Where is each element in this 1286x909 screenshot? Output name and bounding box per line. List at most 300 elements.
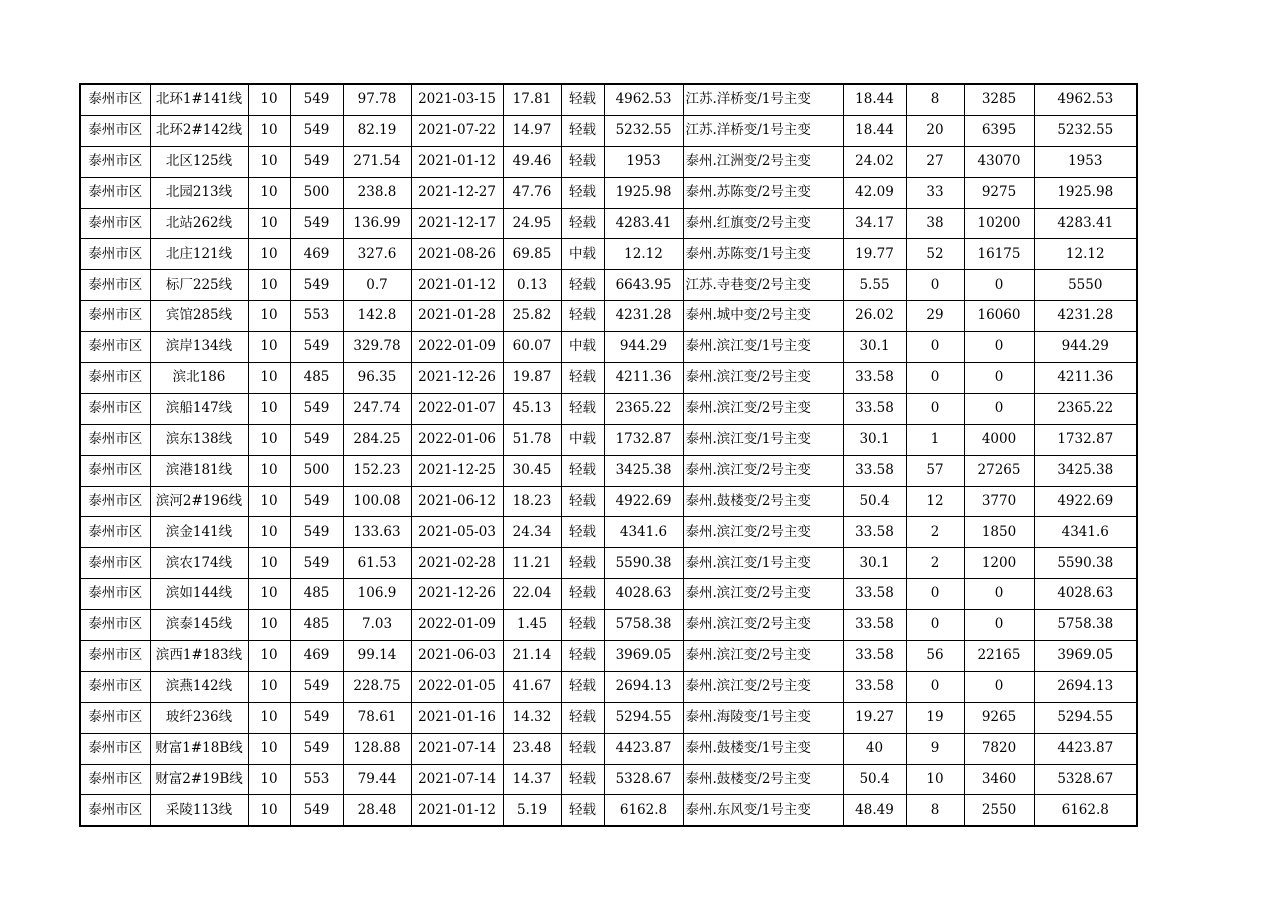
available-capacity-cell: 2365.22 <box>1034 393 1137 424</box>
date-cell: 2022-01-07 <box>411 393 503 424</box>
max-current-cell: 97.78 <box>343 84 411 115</box>
capacity-cell: 549 <box>290 393 343 424</box>
transformer-load-rate-cell: 30.1 <box>843 332 906 363</box>
spare-capacity-cell: 4028.63 <box>604 579 683 610</box>
line-name-cell: 滨西1#183线 <box>150 641 248 672</box>
transformer-load-rate-cell: 33.58 <box>843 455 906 486</box>
district-cell: 泰州市区 <box>80 332 150 363</box>
spare-capacity-cell: 5328.67 <box>604 764 683 795</box>
spare-capacity-cell: 944.29 <box>604 332 683 363</box>
transformer-cell: 泰州.滨江变/1号主变 <box>683 548 843 579</box>
load-rate-cell: 24.95 <box>503 208 561 239</box>
available-capacity-cell: 5758.38 <box>1034 610 1137 641</box>
user-count-cell: 12 <box>906 486 964 517</box>
transformer-cell: 泰州.滨江变/1号主变 <box>683 332 843 363</box>
available-capacity-cell: 4028.63 <box>1034 579 1137 610</box>
max-current-cell: 247.74 <box>343 393 411 424</box>
user-count-cell: 20 <box>906 115 964 146</box>
available-capacity-cell: 4231.28 <box>1034 301 1137 332</box>
installed-capacity-cell: 3285 <box>964 84 1034 115</box>
load-status-cell: 轻载 <box>561 579 604 610</box>
available-capacity-cell: 4341.6 <box>1034 517 1137 548</box>
available-capacity-cell: 5232.55 <box>1034 115 1137 146</box>
transformer-load-rate-cell: 5.55 <box>843 270 906 301</box>
date-cell: 2021-01-12 <box>411 146 503 177</box>
date-cell: 2021-12-25 <box>411 455 503 486</box>
line-name-cell: 财富2#19B线 <box>150 764 248 795</box>
voltage-cell: 10 <box>248 579 290 610</box>
spare-capacity-cell: 1925.98 <box>604 177 683 208</box>
transformer-load-rate-cell: 50.4 <box>843 486 906 517</box>
table-row <box>80 764 1137 795</box>
user-count-cell: 2 <box>906 517 964 548</box>
max-current-cell: 28.48 <box>343 795 411 826</box>
district-cell: 泰州市区 <box>80 301 150 332</box>
installed-capacity-cell: 3460 <box>964 764 1034 795</box>
max-current-cell: 136.99 <box>343 208 411 239</box>
transformer-cell: 江苏.洋桥变/1号主变 <box>683 84 843 115</box>
max-current-cell: 61.53 <box>343 548 411 579</box>
spare-capacity-cell: 5590.38 <box>604 548 683 579</box>
capacity-cell: 549 <box>290 115 343 146</box>
district-cell: 泰州市区 <box>80 764 150 795</box>
transformer-cell: 泰州.城中变/2号主变 <box>683 301 843 332</box>
load-rate-cell: 17.81 <box>503 84 561 115</box>
capacity-cell: 553 <box>290 301 343 332</box>
user-count-cell: 0 <box>906 393 964 424</box>
max-current-cell: 0.7 <box>343 270 411 301</box>
spare-capacity-cell: 4423.87 <box>604 733 683 764</box>
table-row <box>80 146 1137 177</box>
capacity-cell: 549 <box>290 270 343 301</box>
load-rate-cell: 23.48 <box>503 733 561 764</box>
spare-capacity-cell: 4231.28 <box>604 301 683 332</box>
date-cell: 2021-01-12 <box>411 270 503 301</box>
max-current-cell: 133.63 <box>343 517 411 548</box>
transformer-cell: 泰州.江洲变/2号主变 <box>683 146 843 177</box>
date-cell: 2021-12-27 <box>411 177 503 208</box>
district-cell: 泰州市区 <box>80 455 150 486</box>
date-cell: 2021-08-26 <box>411 239 503 270</box>
voltage-cell: 10 <box>248 301 290 332</box>
transformer-cell: 江苏.洋桥变/1号主变 <box>683 115 843 146</box>
load-status-cell: 轻载 <box>561 733 604 764</box>
line-name-cell: 北园213线 <box>150 177 248 208</box>
load-status-cell: 轻载 <box>561 610 604 641</box>
user-count-cell: 56 <box>906 641 964 672</box>
transformer-load-rate-cell: 30.1 <box>843 548 906 579</box>
transformer-cell: 泰州.海陵变/1号主变 <box>683 702 843 733</box>
table-row <box>80 239 1137 270</box>
date-cell: 2021-12-17 <box>411 208 503 239</box>
spare-capacity-cell: 3969.05 <box>604 641 683 672</box>
available-capacity-cell: 6162.8 <box>1034 795 1137 826</box>
voltage-cell: 10 <box>248 764 290 795</box>
available-capacity-cell: 944.29 <box>1034 332 1137 363</box>
user-count-cell: 9 <box>906 733 964 764</box>
installed-capacity-cell: 9275 <box>964 177 1034 208</box>
district-cell: 泰州市区 <box>80 548 150 579</box>
date-cell: 2022-01-09 <box>411 332 503 363</box>
line-name-cell: 北站262线 <box>150 208 248 239</box>
available-capacity-cell: 4423.87 <box>1034 733 1137 764</box>
spare-capacity-cell: 4341.6 <box>604 517 683 548</box>
load-rate-cell: 22.04 <box>503 579 561 610</box>
spare-capacity-cell: 4962.53 <box>604 84 683 115</box>
line-name-cell: 玻纤236线 <box>150 702 248 733</box>
voltage-cell: 10 <box>248 84 290 115</box>
voltage-cell: 10 <box>248 733 290 764</box>
transformer-load-rate-cell: 33.58 <box>843 393 906 424</box>
date-cell: 2021-01-28 <box>411 301 503 332</box>
table-row <box>80 486 1137 517</box>
capacity-cell: 549 <box>290 332 343 363</box>
spare-capacity-cell: 12.12 <box>604 239 683 270</box>
table-row <box>80 115 1137 146</box>
max-current-cell: 106.9 <box>343 579 411 610</box>
load-rate-cell: 47.76 <box>503 177 561 208</box>
available-capacity-cell: 5294.55 <box>1034 702 1137 733</box>
load-rate-cell: 49.46 <box>503 146 561 177</box>
load-rate-cell: 5.19 <box>503 795 561 826</box>
load-status-cell: 中载 <box>561 332 604 363</box>
max-current-cell: 152.23 <box>343 455 411 486</box>
table-row <box>80 393 1137 424</box>
line-name-cell: 滨船147线 <box>150 393 248 424</box>
spare-capacity-cell: 1953 <box>604 146 683 177</box>
load-rate-cell: 60.07 <box>503 332 561 363</box>
transformer-cell: 江苏.寺巷变/2号主变 <box>683 270 843 301</box>
max-current-cell: 271.54 <box>343 146 411 177</box>
voltage-cell: 10 <box>248 455 290 486</box>
transformer-load-rate-cell: 42.09 <box>843 177 906 208</box>
load-status-cell: 中载 <box>561 239 604 270</box>
load-status-cell: 轻载 <box>561 146 604 177</box>
load-rate-cell: 14.97 <box>503 115 561 146</box>
district-cell: 泰州市区 <box>80 486 150 517</box>
spare-capacity-cell: 4922.69 <box>604 486 683 517</box>
available-capacity-cell: 5590.38 <box>1034 548 1137 579</box>
load-status-cell: 轻载 <box>561 671 604 702</box>
load-rate-cell: 1.45 <box>503 610 561 641</box>
date-cell: 2021-07-14 <box>411 764 503 795</box>
capacity-cell: 553 <box>290 764 343 795</box>
date-cell: 2022-01-06 <box>411 424 503 455</box>
max-current-cell: 142.8 <box>343 301 411 332</box>
available-capacity-cell: 2694.13 <box>1034 671 1137 702</box>
transformer-cell: 泰州.滨江变/2号主变 <box>683 363 843 394</box>
transformer-load-rate-cell: 19.27 <box>843 702 906 733</box>
transformer-cell: 泰州.滨江变/2号主变 <box>683 671 843 702</box>
capacity-cell: 549 <box>290 424 343 455</box>
load-rate-cell: 18.23 <box>503 486 561 517</box>
load-status-cell: 轻载 <box>561 455 604 486</box>
line-name-cell: 标厂225线 <box>150 270 248 301</box>
capacity-cell: 485 <box>290 363 343 394</box>
load-status-cell: 中载 <box>561 424 604 455</box>
voltage-cell: 10 <box>248 177 290 208</box>
capacity-cell: 549 <box>290 84 343 115</box>
date-cell: 2021-12-26 <box>411 579 503 610</box>
table-row <box>80 548 1137 579</box>
load-rate-cell: 51.78 <box>503 424 561 455</box>
spare-capacity-cell: 2365.22 <box>604 393 683 424</box>
load-status-cell: 轻载 <box>561 363 604 394</box>
table-row <box>80 455 1137 486</box>
line-name-cell: 北庄121线 <box>150 239 248 270</box>
max-current-cell: 228.75 <box>343 671 411 702</box>
transformer-cell: 泰州.滨江变/2号主变 <box>683 455 843 486</box>
capacity-cell: 549 <box>290 146 343 177</box>
max-current-cell: 99.14 <box>343 641 411 672</box>
load-status-cell: 轻载 <box>561 177 604 208</box>
line-name-cell: 财富1#18B线 <box>150 733 248 764</box>
user-count-cell: 1 <box>906 424 964 455</box>
table-row <box>80 301 1137 332</box>
district-cell: 泰州市区 <box>80 363 150 394</box>
max-current-cell: 238.8 <box>343 177 411 208</box>
load-status-cell: 轻载 <box>561 208 604 239</box>
transformer-load-rate-cell: 33.58 <box>843 517 906 548</box>
district-cell: 泰州市区 <box>80 177 150 208</box>
load-rate-cell: 24.34 <box>503 517 561 548</box>
table-row <box>80 270 1137 301</box>
transformer-cell: 泰州.苏陈变/1号主变 <box>683 239 843 270</box>
capacity-cell: 469 <box>290 239 343 270</box>
capacity-cell: 549 <box>290 671 343 702</box>
transformer-cell: 泰州.滨江变/2号主变 <box>683 610 843 641</box>
available-capacity-cell: 4211.36 <box>1034 363 1137 394</box>
user-count-cell: 0 <box>906 671 964 702</box>
spare-capacity-cell: 6643.95 <box>604 270 683 301</box>
installed-capacity-cell: 2550 <box>964 795 1034 826</box>
transformer-cell: 泰州.鼓楼变/2号主变 <box>683 486 843 517</box>
line-name-cell: 滨河2#196线 <box>150 486 248 517</box>
load-status-cell: 轻载 <box>561 795 604 826</box>
load-rate-cell: 14.32 <box>503 702 561 733</box>
load-status-cell: 轻载 <box>561 115 604 146</box>
date-cell: 2021-01-16 <box>411 702 503 733</box>
table-row <box>80 733 1137 764</box>
capacity-cell: 500 <box>290 455 343 486</box>
user-count-cell: 38 <box>906 208 964 239</box>
date-cell: 2021-06-12 <box>411 486 503 517</box>
spare-capacity-cell: 6162.8 <box>604 795 683 826</box>
line-name-cell: 滨农174线 <box>150 548 248 579</box>
transformer-load-rate-cell: 26.02 <box>843 301 906 332</box>
user-count-cell: 2 <box>906 548 964 579</box>
table-row <box>80 177 1137 208</box>
load-status-cell: 轻载 <box>561 548 604 579</box>
available-capacity-cell: 12.12 <box>1034 239 1137 270</box>
transformer-load-rate-cell: 18.44 <box>843 115 906 146</box>
load-status-cell: 轻载 <box>561 517 604 548</box>
district-cell: 泰州市区 <box>80 733 150 764</box>
district-cell: 泰州市区 <box>80 517 150 548</box>
installed-capacity-cell: 1200 <box>964 548 1034 579</box>
available-capacity-cell: 1953 <box>1034 146 1137 177</box>
max-current-cell: 100.08 <box>343 486 411 517</box>
available-capacity-cell: 4922.69 <box>1034 486 1137 517</box>
capacity-cell: 549 <box>290 208 343 239</box>
installed-capacity-cell: 10200 <box>964 208 1034 239</box>
max-current-cell: 79.44 <box>343 764 411 795</box>
load-status-cell: 轻载 <box>561 641 604 672</box>
date-cell: 2021-06-03 <box>411 641 503 672</box>
line-name-cell: 滨泰145线 <box>150 610 248 641</box>
load-status-cell: 轻载 <box>561 486 604 517</box>
user-count-cell: 33 <box>906 177 964 208</box>
load-rate-cell: 45.13 <box>503 393 561 424</box>
transformer-load-rate-cell: 19.77 <box>843 239 906 270</box>
table-row <box>80 671 1137 702</box>
spare-capacity-cell: 5232.55 <box>604 115 683 146</box>
spare-capacity-cell: 3425.38 <box>604 455 683 486</box>
user-count-cell: 10 <box>906 764 964 795</box>
line-name-cell: 滨北186 <box>150 363 248 394</box>
voltage-cell: 10 <box>248 208 290 239</box>
user-count-cell: 8 <box>906 795 964 826</box>
installed-capacity-cell: 1850 <box>964 517 1034 548</box>
transformer-cell: 泰州.滨江变/2号主变 <box>683 517 843 548</box>
district-cell: 泰州市区 <box>80 208 150 239</box>
table-row <box>80 424 1137 455</box>
line-name-cell: 滨金141线 <box>150 517 248 548</box>
installed-capacity-cell: 4000 <box>964 424 1034 455</box>
load-rate-cell: 69.85 <box>503 239 561 270</box>
district-cell: 泰州市区 <box>80 115 150 146</box>
transformer-load-rate-cell: 24.02 <box>843 146 906 177</box>
spare-capacity-cell: 5294.55 <box>604 702 683 733</box>
date-cell: 2021-03-15 <box>411 84 503 115</box>
transformer-load-rate-cell: 18.44 <box>843 84 906 115</box>
load-rate-cell: 21.14 <box>503 641 561 672</box>
table-row <box>80 579 1137 610</box>
spare-capacity-cell: 5758.38 <box>604 610 683 641</box>
capacity-cell: 469 <box>290 641 343 672</box>
available-capacity-cell: 3425.38 <box>1034 455 1137 486</box>
available-capacity-cell: 3969.05 <box>1034 641 1137 672</box>
transformer-cell: 泰州.滨江变/2号主变 <box>683 579 843 610</box>
date-cell: 2021-07-14 <box>411 733 503 764</box>
max-current-cell: 284.25 <box>343 424 411 455</box>
voltage-cell: 10 <box>248 671 290 702</box>
load-status-cell: 轻载 <box>561 393 604 424</box>
installed-capacity-cell: 9265 <box>964 702 1034 733</box>
max-current-cell: 329.78 <box>343 332 411 363</box>
date-cell: 2021-05-03 <box>411 517 503 548</box>
max-current-cell: 128.88 <box>343 733 411 764</box>
max-current-cell: 82.19 <box>343 115 411 146</box>
transformer-cell: 泰州.鼓楼变/1号主变 <box>683 733 843 764</box>
transformer-cell: 泰州.苏陈变/2号主变 <box>683 177 843 208</box>
table-row <box>80 517 1137 548</box>
available-capacity-cell: 1925.98 <box>1034 177 1137 208</box>
user-count-cell: 8 <box>906 84 964 115</box>
date-cell: 2021-02-28 <box>411 548 503 579</box>
voltage-cell: 10 <box>248 363 290 394</box>
capacity-cell: 549 <box>290 795 343 826</box>
capacity-cell: 549 <box>290 702 343 733</box>
installed-capacity-cell: 3770 <box>964 486 1034 517</box>
table-row <box>80 795 1137 826</box>
table-row <box>80 641 1137 672</box>
spare-capacity-cell: 4283.41 <box>604 208 683 239</box>
date-cell: 2021-07-22 <box>411 115 503 146</box>
voltage-cell: 10 <box>248 517 290 548</box>
user-count-cell: 57 <box>906 455 964 486</box>
date-cell: 2022-01-09 <box>411 610 503 641</box>
voltage-cell: 10 <box>248 548 290 579</box>
line-name-cell: 北环1#141线 <box>150 84 248 115</box>
installed-capacity-cell: 16060 <box>964 301 1034 332</box>
user-count-cell: 52 <box>906 239 964 270</box>
installed-capacity-cell: 0 <box>964 270 1034 301</box>
transformer-cell: 泰州.滨江变/2号主变 <box>683 393 843 424</box>
spare-capacity-cell: 1732.87 <box>604 424 683 455</box>
capacity-cell: 549 <box>290 517 343 548</box>
transformer-load-rate-cell: 33.58 <box>843 363 906 394</box>
load-rate-cell: 30.45 <box>503 455 561 486</box>
table-row <box>80 84 1137 115</box>
line-name-cell: 采陵113线 <box>150 795 248 826</box>
transformer-cell: 泰州.鼓楼变/2号主变 <box>683 764 843 795</box>
max-current-cell: 78.61 <box>343 702 411 733</box>
load-rate-cell: 11.21 <box>503 548 561 579</box>
voltage-cell: 10 <box>248 332 290 363</box>
voltage-cell: 10 <box>248 641 290 672</box>
installed-capacity-cell: 0 <box>964 363 1034 394</box>
installed-capacity-cell: 0 <box>964 393 1034 424</box>
transformer-load-rate-cell: 33.58 <box>843 641 906 672</box>
date-cell: 2022-01-05 <box>411 671 503 702</box>
max-current-cell: 96.35 <box>343 363 411 394</box>
installed-capacity-cell: 6395 <box>964 115 1034 146</box>
transformer-cell: 泰州.滨江变/1号主变 <box>683 424 843 455</box>
capacity-cell: 549 <box>290 548 343 579</box>
date-cell: 2021-01-12 <box>411 795 503 826</box>
voltage-cell: 10 <box>248 702 290 733</box>
installed-capacity-cell: 0 <box>964 332 1034 363</box>
available-capacity-cell: 5328.67 <box>1034 764 1137 795</box>
voltage-cell: 10 <box>248 610 290 641</box>
transformer-load-rate-cell: 48.49 <box>843 795 906 826</box>
table-row <box>80 332 1137 363</box>
district-cell: 泰州市区 <box>80 270 150 301</box>
table-row <box>80 208 1137 239</box>
transformer-load-rate-cell: 50.4 <box>843 764 906 795</box>
load-status-cell: 轻载 <box>561 764 604 795</box>
user-count-cell: 27 <box>906 146 964 177</box>
load-status-cell: 轻载 <box>561 270 604 301</box>
voltage-cell: 10 <box>248 146 290 177</box>
load-rate-cell: 14.37 <box>503 764 561 795</box>
load-status-cell: 轻载 <box>561 301 604 332</box>
capacity-cell: 485 <box>290 610 343 641</box>
capacity-cell: 549 <box>290 733 343 764</box>
transformer-load-rate-cell: 33.58 <box>843 671 906 702</box>
capacity-cell: 500 <box>290 177 343 208</box>
load-rate-cell: 25.82 <box>503 301 561 332</box>
district-cell: 泰州市区 <box>80 239 150 270</box>
capacity-cell: 485 <box>290 579 343 610</box>
voltage-cell: 10 <box>248 795 290 826</box>
transformer-load-rate-cell: 34.17 <box>843 208 906 239</box>
transformer-load-rate-cell: 33.58 <box>843 610 906 641</box>
line-name-cell: 滨如144线 <box>150 579 248 610</box>
district-cell: 泰州市区 <box>80 393 150 424</box>
table-body <box>80 84 1137 826</box>
